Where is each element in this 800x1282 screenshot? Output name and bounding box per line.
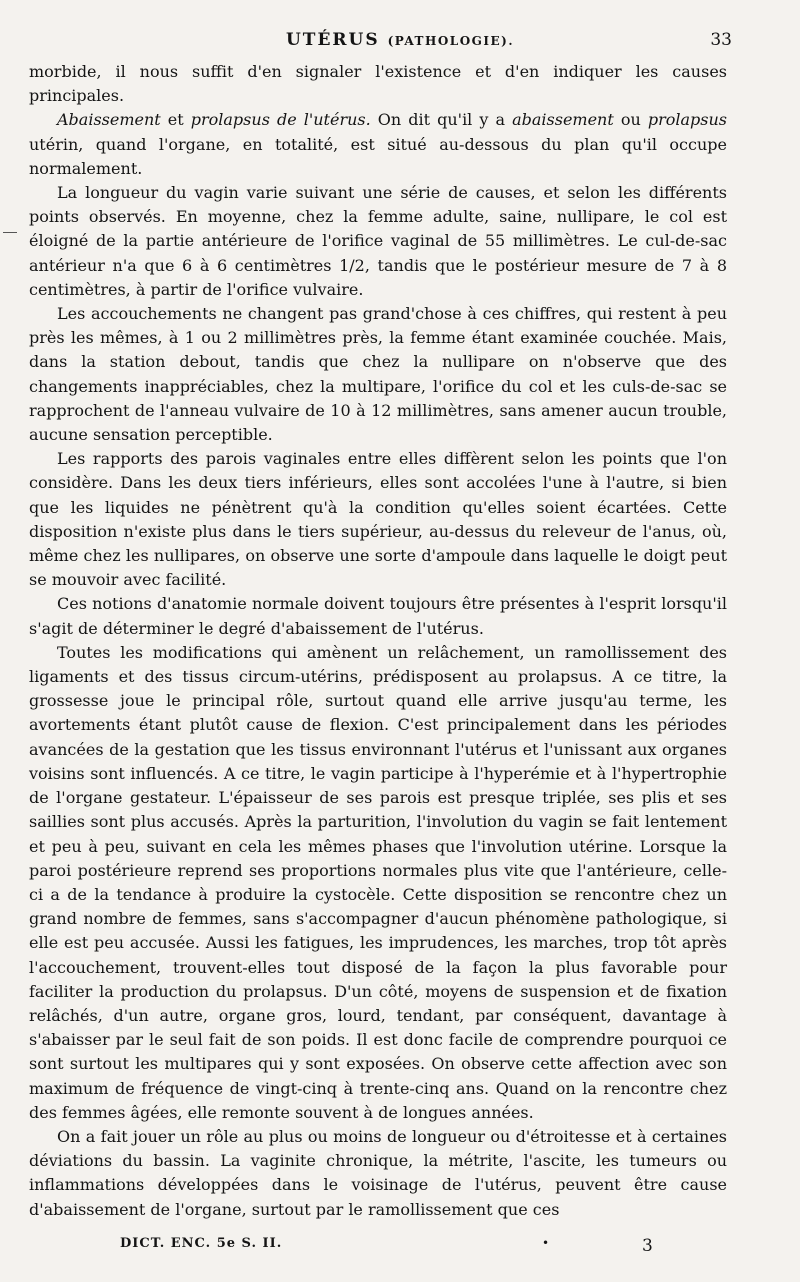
term-abaissement: abaissement [512,110,614,130]
section-title-join: et [160,110,191,130]
paragraph-section-heading [29,108,727,181]
sheet-mark: • [542,1236,550,1250]
section-text-c: utérin, quand l'organe, en totalité, est situé au-dessous du plan qu'il occupe normalement. [29,134,727,178]
section-title-part2: prolapsus de l'utérus. [190,110,371,130]
running-title-subtitle: (PATHOLOGIE). [387,34,515,48]
paragraph-rapports-parois: Les rapports des parois vaginales entre elles diffèrent selon les points que l'on considère. Dans les deux tiers inférieurs, elles sont accolées l'une à l'autre, si bien que les liquides ne pénètrent qu'à la condition qu'elles soient écartées. Cette disposition n'existe plus dans le tiers supérieur, au-dessus du releveur de l'anus, où, même chez les nullipares, on observe une sorte d'ampoule dans laquelle le doigt peut se mouvoir avec facilité. [29,449,727,590]
term-prolapsus: prolapsus [647,110,728,130]
printer-signature: DICT. ENC. 5e S. II. [120,1236,283,1251]
paragraph-notions-anatomie: Ces notions d'anatomie normale doivent toujours être présentes à l'esprit lorsqu'il s'agit de déterminer le degré d'abaissement de l'utérus. [29,594,727,638]
body-text [29,60,727,1222]
page-footer [0,1236,800,1260]
section-title-part1: Abaissement [57,110,161,130]
section-text-b: ou [613,110,648,130]
page-header [0,30,800,54]
page-number: 33 [710,30,732,50]
paragraph-accouchements: Les accouchements ne changent pas grand'chose à ces chiffres, qui restent à peu près les mêmes, à 1 ou 2 millimètres près, la femme étant examinée couchée. Mais, dans la station debout, tandis que chez la nullipare on n'observe que des changements inappréciables, chez la multipare, l'orifice du col et les culs-de-sac se rapprochent de l'anneau vulvaire de 10 à 12 millimètres, sans amener aucun trouble, aucune sensation perceptible. [29,304,727,445]
paragraph-modifications: Toutes les modifications qui amènent un relâchement, un ramollissement des ligaments et des tissus circum-utérins, prédisposent au prolapsus. A ce titre, la grossesse joue le principal rôle, surtout quand elle arrive jusqu'au terme, les avortements étant plutôt cause de flexion. C'est principalement dans les périodes avancées de la gestation que les tissus environnant l'utérus et l'unissant aux organes voisins sont influencés. A ce titre, le vagin participe à l'hyperémie et à l'hypertrophie de l'organe gestateur. L'épaisseur de ses parois est presque triplée, ses plis et ses saillies sont plus accusés. Après la parturition, l'involution du vagin se fait lentement et peu à peu, suivant en cela les mêmes phases que l'involution utérine. Lorsque la paroi postérieure reprend ses proportions normales plus vite que l'antérieure, celle-ci a de la tendance à produire la cystocèle. Cette disposition se rencontre chez un grand nombre de femmes, sans s'accompagner d'aucun phénomène pathologique, si elle est peu accusée. Aussi les fatigues, les imprudences, les marches, trop tôt après l'accouchement, trouvent-elles tout disposé de la façon la plus favorable pour faciliter la production du prolapsus. D'un côté, moyens de suspension et de fixation relâchés, d'un autre, organe gros, lourd, tendant, par conséquent, davantage à s'abaisser par le seul fait de son poids. Il est donc facile de comprendre pourquoi ce sont surtout les multipares qui y sont exposées. On observe cette affection avec son maximum de fréquence de vingt-cinq à trente-cinq ans. Quand on la rencontre chez des femmes âgées, elle remonte souvent à de longues années. [29,642,727,1122]
paragraph-vagin-longueur: La longueur du vagin varie suivant une série de causes, et selon les différents points observés. En moyenne, chez la femme adulte, saine, nullipare, le col est éloigné de la partie antérieure de l'orifice vaginal de 55 millimètres. Le cul-de-sac antérieur n'a que 6 à 6 centimètres 1/2, tandis que le postérieur mesure de 7 à 8 centimètres, à partir de l'orifice vulvaire. [29,183,727,299]
paragraph-causes: On a fait jouer un rôle au plus ou moins de longueur ou d'étroitesse et à certaines déviations du bassin. La vaginite chronique, la métrite, l'ascite, les tumeurs ou inflammations développées dans le voisinage de l'utérus, peuvent être cause d'abaissement de l'organe, surtout par le ramollissement que ces [29,1126,727,1219]
margin-mark [3,232,17,233]
section-text-a: On dit qu'il y a [370,110,513,130]
paragraph-continuation: morbide, il nous suffit d'en signaler l'existence et d'en indiquer les causes principales. [29,62,727,106]
running-title [0,30,800,50]
sheet-number: 3 [642,1236,653,1256]
running-title-main: UTÉRUS [285,30,380,50]
